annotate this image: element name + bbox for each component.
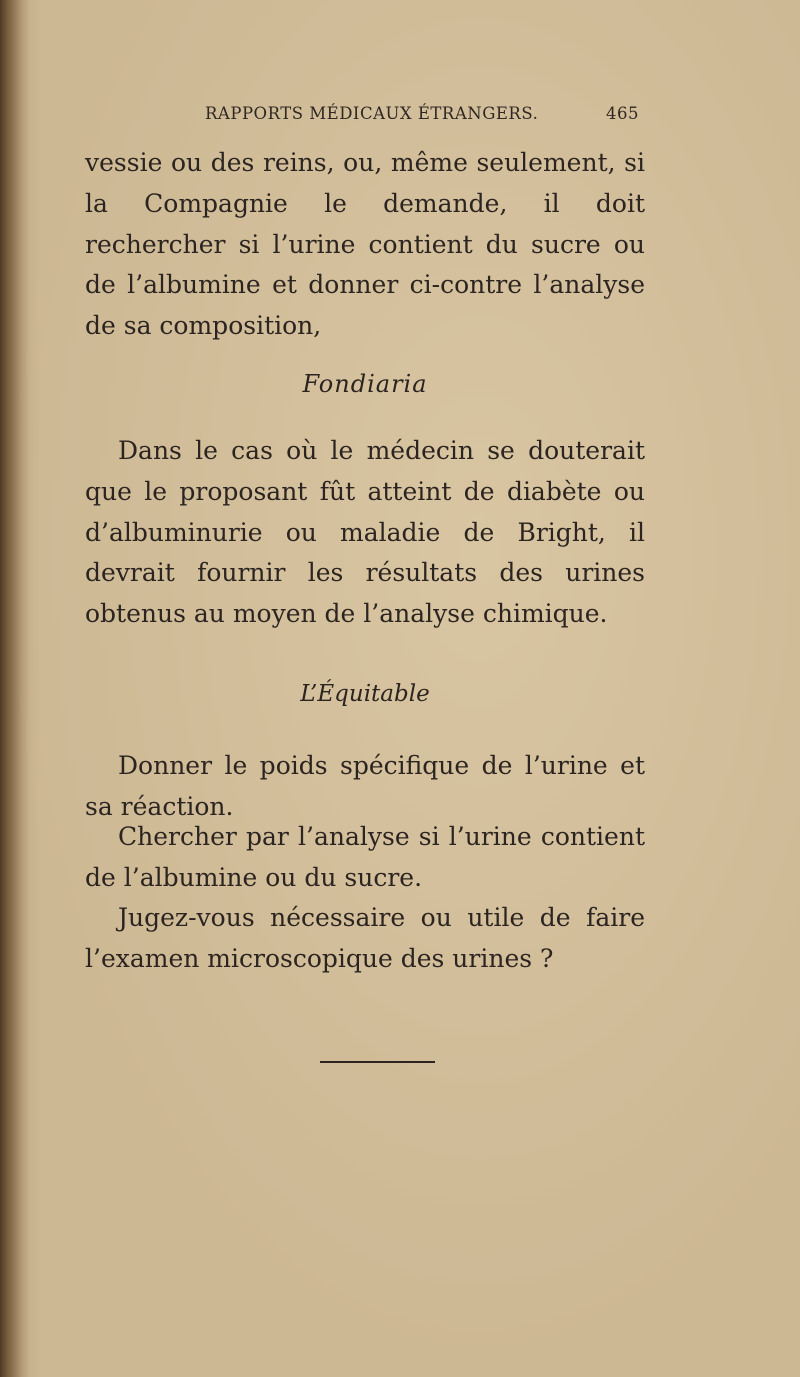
paragraph-equitable-1: Donner le poids spécifique de l’urine et sa réaction. [85, 751, 645, 821]
page-number: 465 [606, 104, 639, 123]
section-end-rule [320, 1061, 435, 1063]
paragraph-equitable-2: Chercher par l’analyse si l’urine contient de l’albumine ou du sucre. [85, 822, 645, 892]
paragraph-continued: vessie ou des reins, ou, même seulement, si la Compagnie le demande, il doit rechercher si l’urine contient du sucre ou de l’albumine et donner ci-contre l’analyse de sa composition, [85, 148, 645, 341]
running-head-title: RAPPORTS MÉDICAUX ÉTRANGERS. [205, 104, 539, 123]
paragraph-fondiaria: Dans le cas où le médecin se douterait que le proposant fût atteint de diabète ou d’albuminurie ou maladie de Bright, il devrait fournir les résultats des urines obtenus au moyen de l’analyse chimique. [85, 436, 645, 629]
section-heading-fondiaria: Fondiaria [302, 370, 428, 398]
page-binding-shadow [0, 0, 30, 1377]
paragraph-equitable-3: Jugez-vous nécessaire ou utile de faire l’examen microscopique des urines ? [85, 903, 645, 973]
section-heading-equitable: L’Équitable [300, 681, 430, 707]
